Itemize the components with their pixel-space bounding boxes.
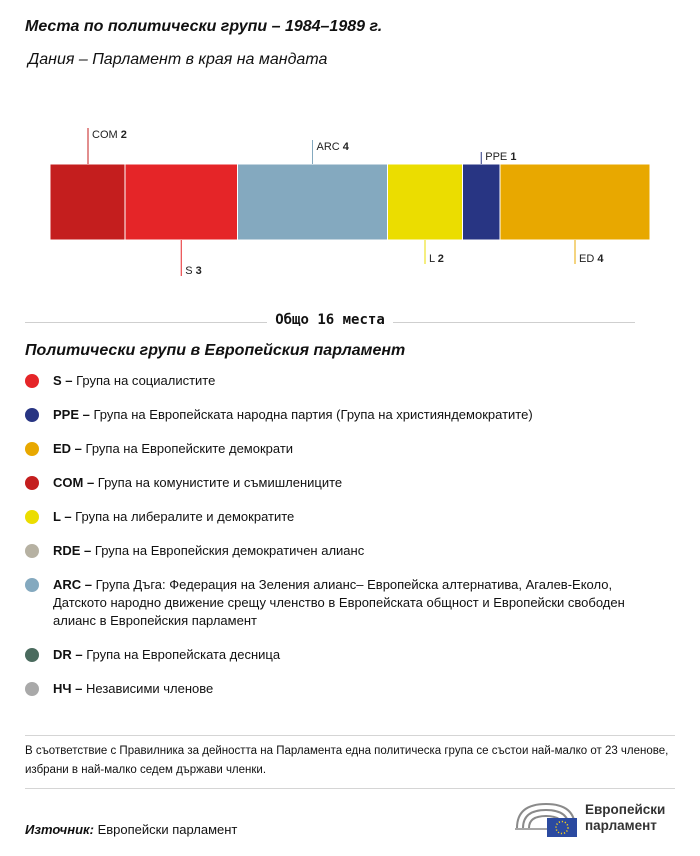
parliament-emblem-icon bbox=[513, 798, 579, 838]
source-line bbox=[25, 822, 237, 837]
legend-code: DR – bbox=[53, 647, 83, 662]
legend-dot-ppe bbox=[25, 408, 39, 422]
legend-item-ppe bbox=[25, 406, 665, 424]
legend-dot-rde bbox=[25, 544, 39, 558]
legend-label: Група на либералите и демократите bbox=[71, 509, 295, 524]
bar-segment-ed bbox=[500, 164, 650, 240]
total-seats-row bbox=[25, 312, 635, 332]
bar-label-s: S 3 bbox=[185, 265, 202, 277]
european-parliament-logo bbox=[513, 798, 683, 838]
legend-label: Група на Европейската народна партия (Група на християндемократите) bbox=[89, 407, 533, 422]
legend-label: Група на Европейския демократичен алианс bbox=[91, 543, 365, 558]
bar-segment-s bbox=[125, 164, 238, 240]
legend-item-dr bbox=[25, 646, 665, 664]
bar-label-ed: ED 4 bbox=[579, 253, 604, 265]
legend-label: Група на социалистите bbox=[72, 373, 216, 388]
legend-code: PPE – bbox=[53, 407, 90, 422]
legend-code: ED – bbox=[53, 441, 82, 456]
legend-dot-l bbox=[25, 510, 39, 524]
logo-line-2: парламент bbox=[585, 818, 657, 833]
legend-code: L – bbox=[53, 509, 72, 524]
legend-code: S – bbox=[53, 373, 73, 388]
logo-line-1: Европейски bbox=[585, 802, 666, 817]
legend-item-s bbox=[25, 372, 665, 390]
bar-label-arc: ARC 4 bbox=[316, 141, 349, 153]
note-divider-bottom bbox=[25, 788, 675, 789]
legend-dot-arc bbox=[25, 578, 39, 592]
legend-dot-nch bbox=[25, 682, 39, 696]
legend-dot-ed bbox=[25, 442, 39, 456]
footnote: В съответствие с Правилника за дейността на Парламента една политическа група се състои най-малко от 23 членове, избрани в най-малко седем държави членки. bbox=[25, 745, 669, 776]
legend-code: COM – bbox=[53, 475, 95, 490]
bar-segment-arc bbox=[238, 164, 388, 240]
legend-item-com bbox=[25, 474, 665, 492]
bar-segment-ppe bbox=[463, 164, 501, 240]
legend-dot-s bbox=[25, 374, 39, 388]
total-seats-label: Общо 16 места bbox=[267, 312, 393, 328]
legend-item-arc bbox=[25, 576, 665, 630]
legend-label: Независими членове bbox=[82, 681, 214, 696]
source-text: Европейски парламент bbox=[93, 822, 238, 837]
legend-dot-dr bbox=[25, 648, 39, 662]
legend-item-ed bbox=[25, 440, 665, 458]
note-divider-top bbox=[25, 735, 675, 736]
legend-label: Група на Европейската десница bbox=[82, 647, 281, 662]
legend-code: ARC – bbox=[53, 577, 93, 592]
chart-subtitle: Дания – Парламент в края на мандата bbox=[28, 51, 328, 68]
legend-code: НЧ – bbox=[53, 681, 83, 696]
bar-label-ppe: PPE 1 bbox=[485, 151, 517, 163]
stacked-bar-chart bbox=[0, 120, 700, 280]
legend-item-rde bbox=[25, 542, 665, 560]
legend-dot-com bbox=[25, 476, 39, 490]
legend-item-l bbox=[25, 508, 665, 526]
legend-code: RDE – bbox=[53, 543, 92, 558]
bar-label-com: COM 2 bbox=[92, 129, 127, 141]
legend-title: Политически групи в Европейския парламент bbox=[25, 342, 406, 359]
legend-item-nch bbox=[25, 680, 665, 698]
legend-label: Група на Европейските демократи bbox=[81, 441, 294, 456]
legend-label: Група Дъга: Федерация на Зеления алианс– Европейска алтернатива, Агалев-Еколо, Датското народно движение срещу членство в Европейската общност и Европейски свободен алианс в Европейския парламент bbox=[53, 577, 625, 628]
bar-segment-com bbox=[50, 164, 125, 240]
bar-segment-l bbox=[388, 164, 463, 240]
bar-label-l: L 2 bbox=[429, 253, 444, 265]
chart-title: Места по политически групи – 1984–1989 г. bbox=[25, 18, 383, 35]
legend-label: Група на комунистите и съмишлениците bbox=[94, 475, 343, 490]
source-label: Източник: bbox=[25, 822, 94, 837]
